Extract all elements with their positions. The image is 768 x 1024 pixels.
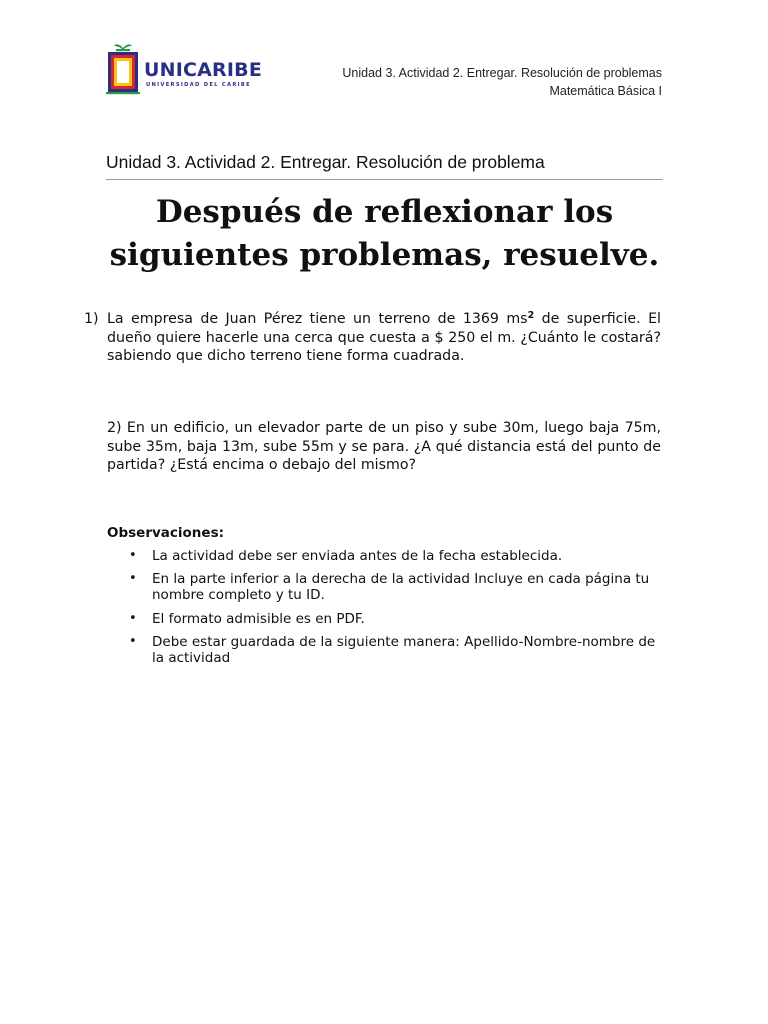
problem-1-text xyxy=(107,310,661,366)
observation-text: El formato admisible es en PDF. xyxy=(152,610,365,627)
observations-heading: Observaciones: xyxy=(107,525,225,541)
page-title-line-1: Después de reflexionar los xyxy=(155,194,614,230)
header-course-line: Matemática Básica I xyxy=(549,84,662,98)
observation-text: En la parte inferior a la derecha de la actividad Incluye en cada página tu nombre completo y tu ID. xyxy=(152,571,650,604)
bullet-icon: • xyxy=(129,548,137,563)
observation-text: Debe estar guardada de la siguiente manera: Apellido-Nombre-nombre de la actividad xyxy=(152,633,656,667)
logo-wordmark: UNICARIBE xyxy=(144,59,263,81)
header-activity-line: Unidad 3. Actividad 2. Entregar. Resolución de problemas xyxy=(342,66,662,80)
observations-list xyxy=(107,548,662,673)
list-item xyxy=(107,611,662,627)
section-heading: Unidad 3. Actividad 2. Entregar. Resolución de problema xyxy=(106,152,545,172)
bullet-icon: • xyxy=(129,571,137,587)
bullet-icon: • xyxy=(129,610,137,626)
area-unit-superscript: 2 xyxy=(527,310,535,321)
logo-subtitle: UNIVERSIDAD DEL CARIBE xyxy=(146,82,251,88)
observation-text: La actividad debe ser enviada antes de la fecha establecida. xyxy=(152,548,563,564)
problem-2-text: 2) En un edificio, un elevador parte de un piso y sube 30m, luego baja 75m, sube 35m, baja 13m, sube 55m y se para. ¿A qué distancia está del punto de partida? ¿Está encima o debajo del mismo? xyxy=(107,420,661,473)
problem-1-number: 1) xyxy=(84,311,99,327)
list-item xyxy=(107,634,662,666)
page-title-line-2: siguientes problemas, resuelve. xyxy=(109,237,660,273)
problem-1-text-end: de superficie. El dueño quiere hacerle una cerca que cuesta a $ 250 el m. ¿Cuánto le costará? sabiendo que dicho terreno tiene forma cuadrada. xyxy=(107,311,661,364)
page-title xyxy=(106,191,663,277)
bullet-icon: • xyxy=(129,633,137,649)
list-item xyxy=(107,548,662,564)
university-emblem-icon xyxy=(106,42,140,96)
heading-divider xyxy=(106,179,663,180)
list-item xyxy=(107,571,662,603)
document-header-info xyxy=(342,64,662,100)
problem-1-text-start: La empresa de Juan Pérez tiene un terreno de 1369 ms xyxy=(107,311,528,327)
unicaribe-logo xyxy=(106,42,263,96)
